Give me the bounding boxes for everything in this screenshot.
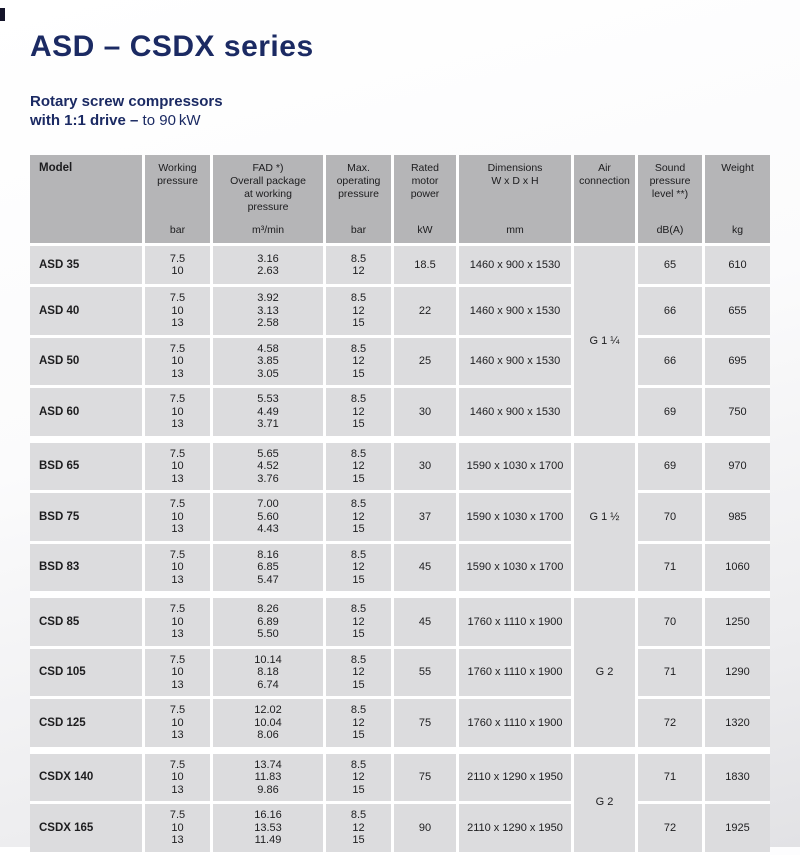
dimensions-cell: 1460 x 900 x 1530 (459, 338, 571, 386)
weight-cell: 1250 (705, 598, 770, 646)
column-unit-label: bar (169, 224, 186, 236)
air-connection-cell: G 1 ¼ (574, 246, 635, 436)
column-header-working-pressure (145, 155, 210, 243)
sound-pressure-level-cell: 65 (638, 246, 702, 284)
rated-motor-power-cell: 45 (394, 598, 456, 646)
sound-pressure-level-cell: 72 (638, 804, 702, 852)
weight-cell: 695 (705, 338, 770, 386)
fad-cell: 7.00 5.60 4.43 (213, 493, 323, 541)
sound-pressure-level-cell: 72 (638, 699, 702, 747)
air-connection-cell: G 1 ½ (574, 443, 635, 592)
sound-pressure-level-cell: 71 (638, 754, 702, 802)
dimensions-cell: 1590 x 1030 x 1700 (459, 443, 571, 491)
model-cell: CSD 85 (30, 598, 142, 646)
rated-motor-power-cell: 25 (394, 338, 456, 386)
max-operating-pressure-cell: 8.5 12 15 (326, 443, 391, 491)
sound-pressure-level-cell: 71 (638, 544, 702, 592)
dimensions-cell: 1590 x 1030 x 1700 (459, 493, 571, 541)
dimensions-cell: 1760 x 1110 x 1900 (459, 598, 571, 646)
page-title: ASD – CSDX series (30, 30, 314, 63)
max-operating-pressure-cell: 8.5 12 15 (326, 338, 391, 386)
sound-pressure-level-cell: 70 (638, 598, 702, 646)
sound-pressure-level-cell: 66 (638, 287, 702, 335)
rated-motor-power-cell: 18.5 (394, 246, 456, 284)
max-operating-pressure-cell: 8.5 12 15 (326, 493, 391, 541)
max-operating-pressure-cell: 8.5 12 (326, 246, 391, 284)
column-header-label: Weight (721, 162, 754, 174)
working-pressure-cell: 7.5 10 13 (145, 699, 210, 747)
model-cell: CSD 125 (30, 699, 142, 747)
page-edge-mark (0, 8, 5, 21)
model-cell: BSD 75 (30, 493, 142, 541)
rated-motor-power-cell: 45 (394, 544, 456, 592)
model-cell: CSDX 165 (30, 804, 142, 852)
fad-cell: 8.26 6.89 5.50 (213, 598, 323, 646)
column-header-label: FAD *) Overall package at working pressure (230, 162, 306, 213)
column-header-sound-pressure-level (638, 155, 702, 243)
model-cell: ASD 60 (30, 388, 142, 436)
column-unit-label: bar (350, 224, 367, 236)
rated-motor-power-cell: 75 (394, 754, 456, 802)
column-header-label: Air connection (579, 162, 630, 187)
dimensions-cell: 1760 x 1110 x 1900 (459, 699, 571, 747)
working-pressure-cell: 7.5 10 13 (145, 804, 210, 852)
table-header-row (30, 155, 770, 243)
sound-pressure-level-cell: 69 (638, 443, 702, 491)
column-header-model (30, 155, 142, 243)
column-header-max-operating-pressure (326, 155, 391, 243)
working-pressure-cell: 7.5 10 13 (145, 544, 210, 592)
table-group-1 (30, 246, 770, 436)
column-header-label: Dimensions W x D x H (487, 162, 543, 187)
rated-motor-power-cell: 22 (394, 287, 456, 335)
working-pressure-cell: 7.5 10 13 (145, 388, 210, 436)
weight-cell: 1830 (705, 754, 770, 802)
weight-cell: 1925 (705, 804, 770, 852)
weight-cell: 1320 (705, 699, 770, 747)
working-pressure-cell: 7.5 10 13 (145, 338, 210, 386)
column-header-label: Model (39, 162, 73, 174)
weight-cell: 610 (705, 246, 770, 284)
dimensions-cell: 1460 x 900 x 1530 (459, 388, 571, 436)
sound-pressure-level-cell: 66 (638, 338, 702, 386)
working-pressure-cell: 7.5 10 13 (145, 649, 210, 697)
working-pressure-cell: 7.5 10 13 (145, 754, 210, 802)
dimensions-cell: 1460 x 900 x 1530 (459, 287, 571, 335)
rated-motor-power-cell: 75 (394, 699, 456, 747)
fad-cell: 13.74 11.83 9.86 (213, 754, 323, 802)
working-pressure-cell: 7.5 10 13 (145, 598, 210, 646)
column-unit-label: kW (417, 224, 433, 236)
column-header-label: Rated motor power (410, 162, 440, 200)
sound-pressure-level-cell: 70 (638, 493, 702, 541)
column-unit-label: dB(A) (656, 224, 684, 236)
weight-cell: 750 (705, 388, 770, 436)
weight-cell: 1290 (705, 649, 770, 697)
dimensions-cell: 1590 x 1030 x 1700 (459, 544, 571, 592)
working-pressure-cell: 7.5 10 (145, 246, 210, 284)
max-operating-pressure-cell: 8.5 12 15 (326, 699, 391, 747)
column-header-label: Working pressure (157, 162, 198, 187)
rated-motor-power-cell: 90 (394, 804, 456, 852)
column-header-label: Sound pressure level **) (649, 162, 691, 200)
fad-cell: 12.02 10.04 8.06 (213, 699, 323, 747)
column-header-dimensions (459, 155, 571, 243)
column-header-air-connection (574, 155, 635, 243)
max-operating-pressure-cell: 8.5 12 15 (326, 754, 391, 802)
dimensions-cell: 2110 x 1290 x 1950 (459, 754, 571, 802)
fad-cell: 16.16 13.53 11.49 (213, 804, 323, 852)
weight-cell: 970 (705, 443, 770, 491)
fad-cell: 4.58 3.85 3.05 (213, 338, 323, 386)
dimensions-cell: 2110 x 1290 x 1950 (459, 804, 571, 852)
fad-cell: 5.53 4.49 3.71 (213, 388, 323, 436)
table-group-2 (30, 443, 770, 592)
rated-motor-power-cell: 55 (394, 649, 456, 697)
rated-motor-power-cell: 37 (394, 493, 456, 541)
column-header-fad (213, 155, 323, 243)
table-body (30, 246, 770, 852)
fad-cell: 3.16 2.63 (213, 246, 323, 284)
max-operating-pressure-cell: 8.5 12 15 (326, 287, 391, 335)
dimensions-cell: 1760 x 1110 x 1900 (459, 649, 571, 697)
fad-cell: 8.16 6.85 5.47 (213, 544, 323, 592)
subtitle-line-1: Rotary screw compressors (30, 93, 223, 110)
max-operating-pressure-cell: 8.5 12 15 (326, 388, 391, 436)
model-cell: ASD 35 (30, 246, 142, 284)
subtitle-line-2: with 1:1 drive – to 90 kW (30, 112, 201, 129)
table-group-3 (30, 598, 770, 747)
fad-cell: 10.14 8.18 6.74 (213, 649, 323, 697)
max-operating-pressure-cell: 8.5 12 15 (326, 598, 391, 646)
max-operating-pressure-cell: 8.5 12 15 (326, 544, 391, 592)
sound-pressure-level-cell: 71 (638, 649, 702, 697)
column-header-label: Max. operating pressure (336, 162, 381, 200)
fad-cell: 3.92 3.13 2.58 (213, 287, 323, 335)
page-subtitle (30, 92, 223, 130)
rated-motor-power-cell: 30 (394, 388, 456, 436)
spec-table (30, 155, 770, 855)
max-operating-pressure-cell: 8.5 12 15 (326, 649, 391, 697)
table-group-4 (30, 754, 770, 852)
air-connection-cell: G 2 (574, 754, 635, 852)
model-cell: CSDX 140 (30, 754, 142, 802)
column-unit-label: mm (506, 224, 524, 236)
model-cell: ASD 50 (30, 338, 142, 386)
column-unit-label: kg (731, 224, 744, 236)
fad-cell: 5.65 4.52 3.76 (213, 443, 323, 491)
column-header-weight (705, 155, 770, 243)
max-operating-pressure-cell: 8.5 12 15 (326, 804, 391, 852)
weight-cell: 655 (705, 287, 770, 335)
working-pressure-cell: 7.5 10 13 (145, 493, 210, 541)
dimensions-cell: 1460 x 900 x 1530 (459, 246, 571, 284)
model-cell: ASD 40 (30, 287, 142, 335)
working-pressure-cell: 7.5 10 13 (145, 287, 210, 335)
sound-pressure-level-cell: 69 (638, 388, 702, 436)
weight-cell: 985 (705, 493, 770, 541)
rated-motor-power-cell: 30 (394, 443, 456, 491)
model-cell: CSD 105 (30, 649, 142, 697)
weight-cell: 1060 (705, 544, 770, 592)
column-header-rated-motor-power (394, 155, 456, 243)
working-pressure-cell: 7.5 10 13 (145, 443, 210, 491)
air-connection-cell: G 2 (574, 598, 635, 747)
column-unit-label: m³/min (251, 224, 285, 236)
model-cell: BSD 83 (30, 544, 142, 592)
model-cell: BSD 65 (30, 443, 142, 491)
